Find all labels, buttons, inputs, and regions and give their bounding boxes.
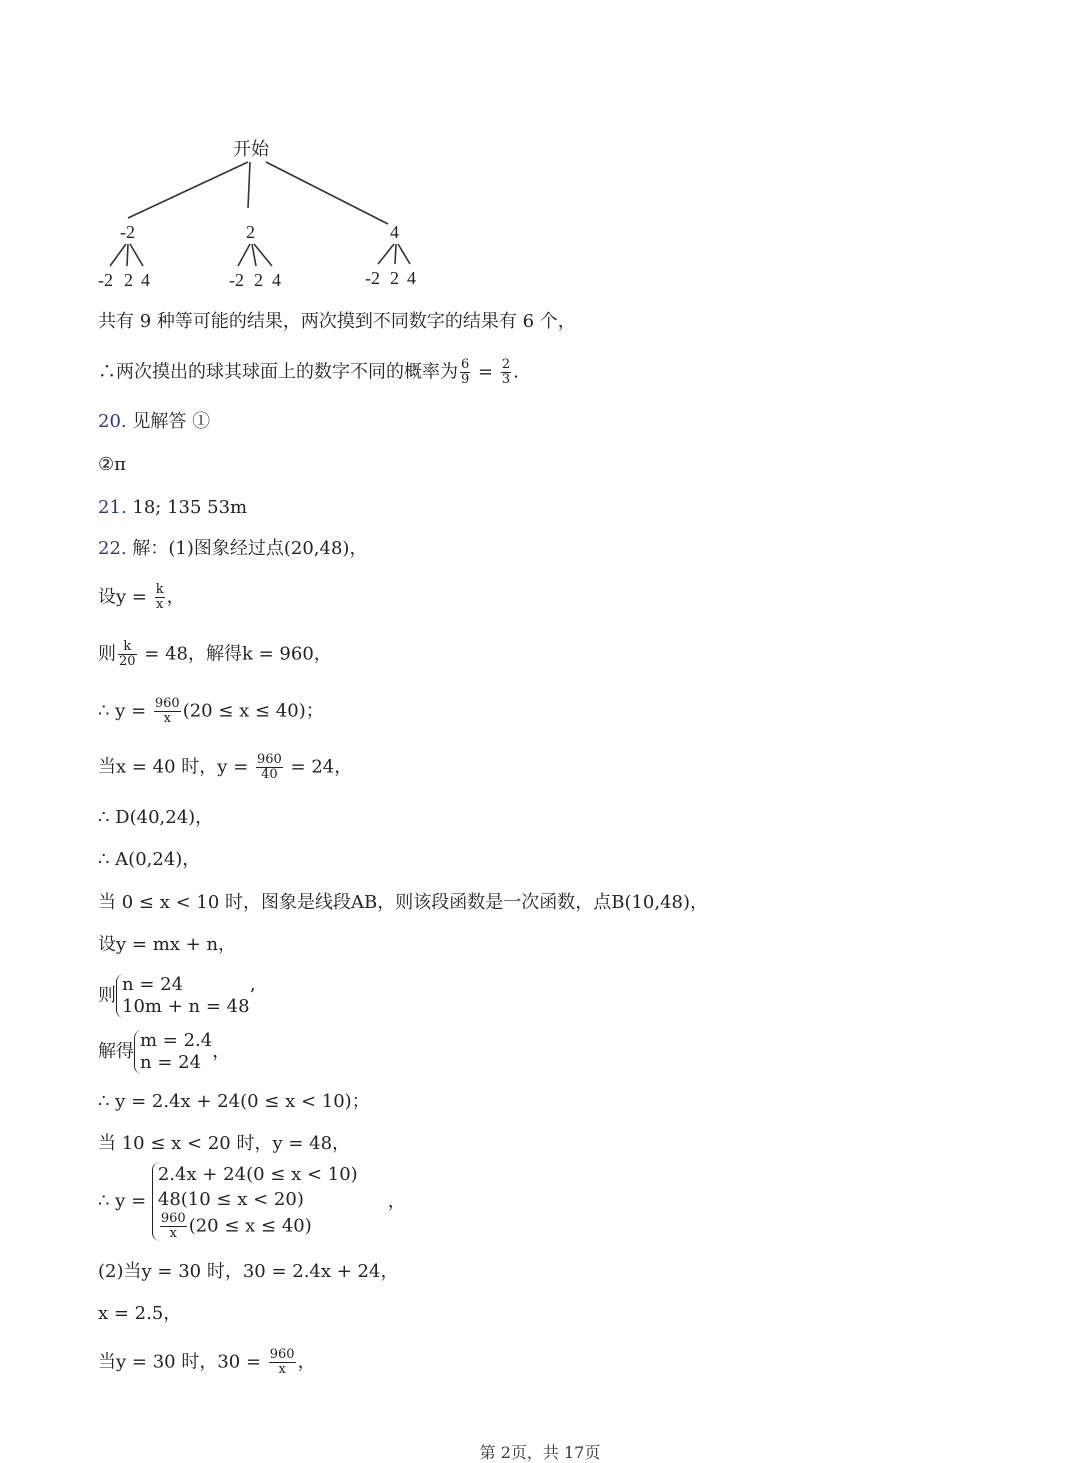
page-footer: 第 2页，共 17页 [479, 1443, 601, 1462]
step-set-y: 设y = $\frac{k}{x}$ ， [98, 582, 185, 612]
step-solve-k: 则 $\frac{k}{20}$ = 48，解得k = 960， [98, 639, 332, 669]
tree-level1-b: 2 [246, 222, 255, 242]
equation-system: n = 24 10m + n = 48 [116, 974, 250, 1018]
tree-leaf: 4 [272, 270, 281, 290]
step-inverse-func: ∴ y = $\frac{960}{x}$ (20 ≤ x ≤ 40)； [98, 696, 324, 726]
tree-branch [266, 162, 388, 224]
fraction: $\frac{6}{9}$ [461, 357, 470, 387]
probability-line: ∴两次摸出的球其球面上的数字不同的概率为 $\frac{6}{9}$ = $\frac{2}{3}$ . [98, 357, 519, 387]
tree-leaf: 4 [141, 270, 150, 290]
step-system-2: 解得 m = 2.4 n = 24 ， [98, 1030, 231, 1073]
q20-answer: 20. 见解答 ① [98, 411, 211, 432]
tree-leaf: -2 [229, 270, 244, 290]
question-number: 21. [98, 497, 127, 518]
step-x40: 当x = 40 时，y = $\frac{960}{40}$ = 24， [98, 752, 353, 782]
tree-branch [128, 162, 248, 218]
tree-leaf: 2 [254, 270, 263, 290]
fraction: $\frac{2}{3}$ [501, 357, 511, 387]
step-point-d: ∴ D(40,24)， [98, 807, 214, 828]
tree-leaf: 2 [390, 268, 399, 288]
tree-diagram [90, 130, 450, 295]
equation-system: m = 2.4 n = 24 [134, 1030, 212, 1074]
tree-level1-a: -2 [120, 222, 135, 242]
tree-level1-c: 4 [390, 222, 399, 242]
result-count-line: 共有 9 种等可能的结果，两次摸到不同数字的结果有 6 个， [98, 311, 576, 332]
step-linear-result: ∴ y = 2.4x + 24(0 ≤ x < 10)； [98, 1091, 370, 1112]
q20-part2: ②π [98, 454, 126, 475]
step-segment-ab: 当 0 ≤ x < 10 时，图象是线段AB，则该段函数是一次函数，点B(10,48)， [98, 892, 709, 913]
question-number: 22. [98, 538, 127, 559]
step-system-1: 则 n = 24 10m + n = 48 ’ [98, 974, 256, 1017]
tree-leaf: -2 [365, 268, 380, 288]
step-y30: 当y = 30 时，30 = $\frac{960}{x}$ ， [98, 1347, 316, 1377]
tree-leaf: 2 [124, 270, 133, 290]
tree-root: 开始 [233, 139, 269, 159]
step-x-value: x = 2.5， [98, 1303, 182, 1324]
q21-answer: 21. 18; 135 53m [98, 497, 248, 518]
q22-heading: 22. 解：(1)图象经过点(20,48)， [98, 538, 368, 559]
step-part2: (2)当y = 30 时，30 = 2.4x + 24， [98, 1261, 399, 1282]
tree-branch [248, 162, 250, 208]
step-linear: 设y = mx + n， [98, 934, 237, 955]
tree-leaf: -2 [98, 270, 113, 290]
step-piecewise: ∴ y = 2.4x + 24(0 ≤ x < 10) 48(10 ≤ x < 20) $\frac{960}{x}$ (20 ≤ x ≤ 40) ， [98, 1164, 406, 1241]
piecewise-function: 2.4x + 24(0 ≤ x < 10) 48(10 ≤ x < 20) $\frac{960}{x}$ (20 ≤ x ≤ 40) [152, 1162, 358, 1241]
step-constant: 当 10 ≤ x < 20 时，y = 48， [98, 1133, 351, 1154]
tree-leaf: 4 [407, 268, 416, 288]
question-number: 20. [98, 411, 127, 432]
step-point-a: ∴ A(0,24)， [98, 849, 201, 870]
